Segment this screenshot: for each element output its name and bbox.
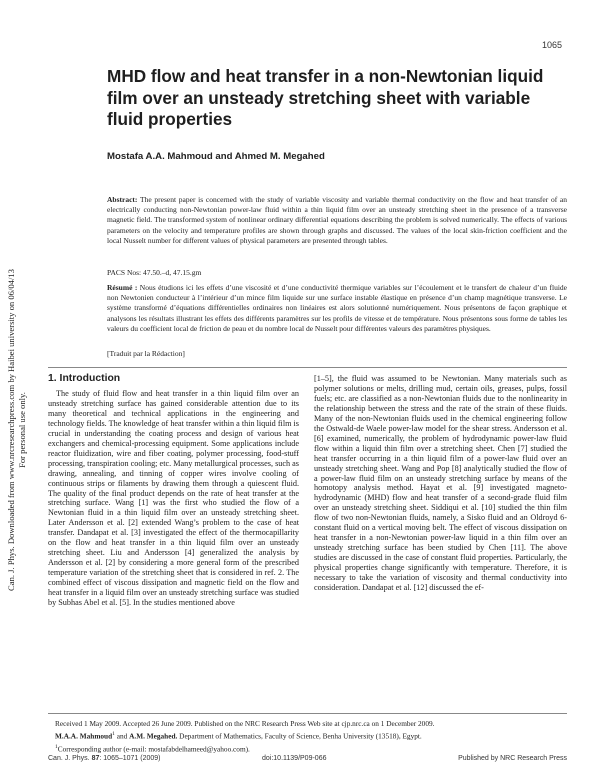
affiliation-text: Department of Mathematics, Faculty of Science, Benha University (13518), Egypt. <box>177 731 422 741</box>
pacs-numbers: PACS Nos: 47.50.–d, 47.15.gm <box>107 268 202 277</box>
received-note: Received 1 May 2009. Accepted 26 June 2009. Published on the NRC Research Press Web site at cjp.nrc.ca on 1 December 2009. <box>55 719 435 728</box>
footer-journal: Can. J. Phys. <box>48 755 90 762</box>
side-watermark-line-2: For personal use only. <box>17 392 27 468</box>
section-heading-introduction: 1. Introduction <box>48 373 121 384</box>
author-list: Mostafa A.A. Mahmoud and Ahmed M. Megahed <box>107 151 325 162</box>
affiliation-and: and <box>114 731 130 741</box>
page-number: 1065 <box>541 40 562 50</box>
corresponding-author-note <box>55 742 565 755</box>
corresponding-text: Corresponding author (e-mail: mostafabdelhameed@yahoo.com). <box>57 744 250 754</box>
paper-title: MHD flow and heat transfer in a non-Newtonian liquid film over an unsteady stretching sheet with variable fluid properties <box>107 66 544 129</box>
side-watermark <box>6 195 46 665</box>
abstract-text: The present paper is concerned with the study of variable viscosity and variable thermal conductivity on the flow and heat transfer of an electrically conducting non-Newtonian power-law fluid within a thin liquid film over an unsteady stretching sheet in the presence of a transverse magnetic field. The transformed system of nonlinear ordinary differential equations describing the problem is solved numerically. The effects of various parameters on the velocity and temperature profiles are shown through graphs and discussed. The values of the local skin-friction coefficient and the local Nusselt number for different values of physical parameters are presented through tables. <box>107 195 567 245</box>
resume <box>107 283 567 334</box>
footer-publisher: Published by NRC Research Press <box>458 755 567 762</box>
footer-pages: : 1065–1071 (2009) <box>99 755 161 762</box>
footer-doi: doi:10.1139/P09-066 <box>262 755 327 762</box>
footer-citation <box>48 755 161 762</box>
body-column-right: [1–5], the fluid was assumed to be Newtonian. Many materials such as polymer solutions or melts, drilling mud, certain oils, greases, pulps, fossil fuels; etc. are classified as a non-Newtonian fluids due to the nonlinearity in the relationship between the stress and the rate of the strain of these fluids. Many of the non-Newtonian fluids used in the chemical engineering follow the Ostwald-de Waele power-law model for the shear stress. Andersson et al. [6] examined, numerically, the problem of hydrodynamic power-law fluid flow within a liquid thin film over a stretching sheet. Chen [7] studied the heat transfer occurring in a thin liquid film of a power-law fluid over an unsteady stretching sheet. Wang and Pop [8] analytically studied the flow of a power-law fluid film on an unsteady stretching surface by means of the homotopy analysis method. Hayat et al. [9] investigated magneto-hydrodynamic (MHD) flow and heat transfer of a second-grade fluid film over an unsteady stretching sheet. Siddiqui et al. [10] studied the thin film flow of two non-Newtonian fluids, namely, a Sisko fluid and an Oldroyd 6-constant fluid on a vertical moving belt. The effect of viscous dissipation on heat transfer in a non-Newtonian power-law liquid in a thin film over an unsteady stretching surface has been studied by Chen [11]. The above studies are discussed in the case of constant fluid properties. Particularly, the physical properties change significantly with temperature. Therefore, it is necessary to take the variation of viscosity and thermal conductivity into consideration. Dandapat et al. [12] discussed the ef- <box>314 374 567 593</box>
resume-label: Résumé : <box>107 283 138 292</box>
body-column-left: The study of fluid flow and heat transfer in a thin liquid film over an unsteady stretching surface has gained considerable attention due to its many theoretical and technical applications in the engineering and technology fields. The knowledge of heat transfer within a thin liquid film is crucial in understanding the coating process and design of various heat exchangers and chemical-processing equipment. Some applications include reactor fluidization, wire and fiber coating, polymer processing, food-stuff processing, transpiration cooling; etc. Many metallurgical processes, such as drawing, annealing, and tinning of copper wires involve cooling of continuous strips or filaments by drawing them through a quiescent fluid. The quality of the final product depends on the rate of heat transfer at the stretching surface. Wang [1] was the first who studied the flow of a Newtonian fluid in a thin liquid film over an unsteady stretching sheet. Later Andersson et al. [2] extended Wang’s problem to the case of heat transfer. Dandapat et al. [3] investigated the effect of the thermocapillarity on the flow and heat transfer in a thin liquid film over an unsteady stretching sheet. Liu and Andersson [4] generalized the analysis by Andersson et al. [2] by considering a more general form of the prescribed temperature variation of the stretching sheet that is considered in ref. 2. The combined effect of viscous dissipation and magnetic field on the flow and heat transfer in a liquid film over an unsteady stretching surface was studied by Subhas Abel et al. [5]. In the studies mentioned above <box>48 389 299 608</box>
corresponding-sup: 1 <box>55 743 58 750</box>
affiliation-sup-1: 1 <box>112 731 115 738</box>
affiliation-author-1: M.A.A. Mahmoud <box>55 731 113 741</box>
abstract <box>107 195 567 246</box>
footnotes <box>55 718 565 754</box>
bottom-divider <box>48 713 567 714</box>
resume-text: Nous étudions ici les effets d’une viscosité et d’une conductivité thermique variables sur l’écoulement et le transfert de chaleur d’un fluide non Newtonien conducteur à l’intérieur d’un mince film liquide sur une surface instable élastique en présence d’un champ magnétique transverse. Le système transformé d’équations différentielles ordinaires non linéaires est alors solutionné numériquement. Nous présentons de façon graphique et analysons les résultats illustrant les effets des différents paramètres sur les profils de vitesse et de température. Nous présentons sous forme de tables les valeurs du coefficient local de friction de peau et du nombre local de Nusselt pour différentes valeurs des paramètres physiques. <box>107 283 567 333</box>
affiliation-author-2: A.M. Megahed. <box>129 731 178 741</box>
side-watermark-line-1: Can. J. Phys. Downloaded from www.nrcresearchpress.com by Haibei university on 06/04/13 <box>6 269 16 591</box>
top-divider <box>48 367 567 368</box>
footer-volume: 87 <box>91 755 100 762</box>
affiliation-note <box>55 729 565 742</box>
abstract-label: Abstract: <box>107 195 138 204</box>
translation-note: [Traduit par la Rédaction] <box>107 349 185 358</box>
